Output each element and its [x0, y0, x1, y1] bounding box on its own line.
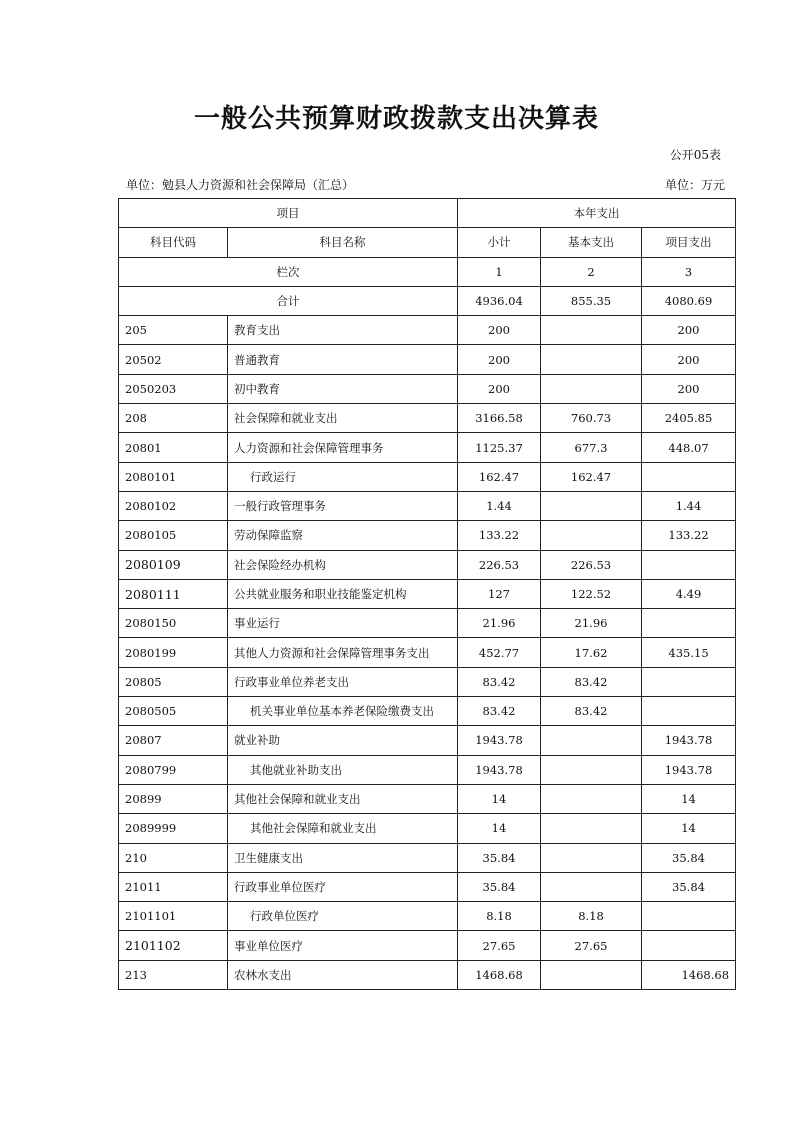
project-cell: 1.44 — [642, 491, 736, 520]
total-label: 合计 — [119, 286, 458, 315]
basic-cell — [541, 345, 642, 374]
subject-name: 行政单位医疗 — [228, 902, 458, 931]
project-cell: 448.07 — [642, 433, 736, 462]
basic-cell — [541, 755, 642, 784]
table-row — [119, 667, 736, 696]
header-basic: 基本支出 — [541, 228, 642, 257]
subject-code: 2080102 — [119, 491, 228, 520]
basic-cell — [541, 316, 642, 345]
subtotal-cell: 27.65 — [458, 931, 541, 960]
subject-name: 其他就业补助支出 — [228, 755, 458, 784]
table-row — [119, 521, 736, 550]
subject-name: 行政事业单位医疗 — [228, 872, 458, 901]
subject-code: 2080150 — [119, 609, 228, 638]
subject-code: 2089999 — [119, 814, 228, 843]
expenditure-table — [118, 198, 736, 990]
subtotal-cell: 1943.78 — [458, 726, 541, 755]
project-cell: 200 — [642, 316, 736, 345]
subject-name: 其他社会保障和就业支出 — [228, 814, 458, 843]
project-cell — [642, 462, 736, 491]
subject-code: 2080101 — [119, 462, 228, 491]
subtotal-cell: 200 — [458, 316, 541, 345]
table-row — [119, 550, 736, 579]
subject-code: 20899 — [119, 784, 228, 813]
subject-name: 社会保险经办机构 — [228, 550, 458, 579]
table-row — [119, 638, 736, 667]
subtotal-cell: 1125.37 — [458, 433, 541, 462]
subject-code: 205 — [119, 316, 228, 345]
basic-cell: 162.47 — [541, 462, 642, 491]
table-row — [119, 697, 736, 726]
table-row — [119, 755, 736, 784]
subject-code: 20502 — [119, 345, 228, 374]
header-current-year: 本年支出 — [458, 199, 736, 228]
basic-cell: 677.3 — [541, 433, 642, 462]
basic-cell — [541, 843, 642, 872]
subtotal-cell: 8.18 — [458, 902, 541, 931]
subtotal-cell: 3166.58 — [458, 404, 541, 433]
subject-code: 213 — [119, 960, 228, 989]
subject-code: 20805 — [119, 667, 228, 696]
subject-code: 20801 — [119, 433, 228, 462]
form-number: 公开05表 — [669, 148, 721, 162]
header-project-exp: 项目支出 — [642, 228, 736, 257]
basic-cell — [541, 726, 642, 755]
project-cell — [642, 931, 736, 960]
subject-code: 2080105 — [119, 521, 228, 550]
subject-code: 2050203 — [119, 374, 228, 403]
subject-code: 2080111 — [119, 579, 228, 608]
basic-cell: 760.73 — [541, 404, 642, 433]
subtotal-cell: 452.77 — [458, 638, 541, 667]
table-row — [119, 784, 736, 813]
currency-unit: 单位：万元 — [664, 178, 725, 192]
subject-name: 人力资源和社会保障管理事务 — [228, 433, 458, 462]
total-row — [119, 286, 736, 315]
project-cell: 1943.78 — [642, 755, 736, 784]
basic-cell: 27.65 — [541, 931, 642, 960]
subtotal-cell: 1943.78 — [458, 755, 541, 784]
subject-name: 普通教育 — [228, 345, 458, 374]
table-row — [119, 491, 736, 520]
subject-name: 事业单位医疗 — [228, 931, 458, 960]
subject-code: 20807 — [119, 726, 228, 755]
subject-code: 2101102 — [119, 931, 228, 960]
project-cell — [642, 902, 736, 931]
subtotal-cell: 127 — [458, 579, 541, 608]
subject-code: 2080799 — [119, 755, 228, 784]
table-row — [119, 843, 736, 872]
header-project: 项目 — [119, 199, 458, 228]
subject-name: 就业补助 — [228, 726, 458, 755]
total-subtotal: 4936.04 — [458, 286, 541, 315]
basic-cell: 83.42 — [541, 667, 642, 696]
subject-code: 208 — [119, 404, 228, 433]
project-cell — [642, 667, 736, 696]
project-cell — [642, 550, 736, 579]
project-cell: 4.49 — [642, 579, 736, 608]
subtotal-cell: 226.53 — [458, 550, 541, 579]
table-row — [119, 872, 736, 901]
project-cell: 35.84 — [642, 872, 736, 901]
project-cell — [642, 697, 736, 726]
project-cell: 133.22 — [642, 521, 736, 550]
basic-cell — [541, 374, 642, 403]
subject-name: 其他人力资源和社会保障管理事务支出 — [228, 638, 458, 667]
project-cell: 2405.85 — [642, 404, 736, 433]
subject-name: 行政运行 — [228, 462, 458, 491]
total-project: 4080.69 — [642, 286, 736, 315]
table-row — [119, 960, 736, 989]
table-row — [119, 931, 736, 960]
basic-cell: 17.62 — [541, 638, 642, 667]
header-code: 科目代码 — [119, 228, 228, 257]
subtotal-cell: 200 — [458, 374, 541, 403]
basic-cell: 226.53 — [541, 550, 642, 579]
table-row — [119, 579, 736, 608]
subtotal-cell: 1468.68 — [458, 960, 541, 989]
table-row — [119, 726, 736, 755]
column-order-label: 栏次 — [119, 257, 458, 286]
header-subtotal: 小计 — [458, 228, 541, 257]
subtotal-cell: 1.44 — [458, 491, 541, 520]
header-row-1 — [119, 199, 736, 228]
header-row-2 — [119, 228, 736, 257]
basic-cell: 8.18 — [541, 902, 642, 931]
subtotal-cell: 35.84 — [458, 872, 541, 901]
table-row — [119, 433, 736, 462]
subject-code: 2101101 — [119, 902, 228, 931]
basic-cell — [541, 784, 642, 813]
basic-cell: 83.42 — [541, 697, 642, 726]
column-order-3: 3 — [642, 257, 736, 286]
table-row — [119, 374, 736, 403]
column-order-2: 2 — [541, 257, 642, 286]
project-cell: 1943.78 — [642, 726, 736, 755]
subject-code: 2080505 — [119, 697, 228, 726]
basic-cell — [541, 521, 642, 550]
basic-cell — [541, 491, 642, 520]
header-name: 科目名称 — [228, 228, 458, 257]
subtotal-cell: 14 — [458, 814, 541, 843]
project-cell: 200 — [642, 345, 736, 374]
subject-name: 农林水支出 — [228, 960, 458, 989]
table-row — [119, 462, 736, 491]
table-row — [119, 345, 736, 374]
project-cell: 35.84 — [642, 843, 736, 872]
column-order-1: 1 — [458, 257, 541, 286]
subtotal-cell: 200 — [458, 345, 541, 374]
project-cell — [642, 609, 736, 638]
subject-name: 行政事业单位养老支出 — [228, 667, 458, 696]
table-row — [119, 609, 736, 638]
project-cell: 435.15 — [642, 638, 736, 667]
basic-cell — [541, 872, 642, 901]
basic-cell: 21.96 — [541, 609, 642, 638]
basic-cell — [541, 960, 642, 989]
project-cell: 200 — [642, 374, 736, 403]
subtotal-cell: 83.42 — [458, 667, 541, 696]
subject-code: 21011 — [119, 872, 228, 901]
subject-name: 一般行政管理事务 — [228, 491, 458, 520]
subject-name: 事业运行 — [228, 609, 458, 638]
subtotal-cell: 83.42 — [458, 697, 541, 726]
table-row — [119, 404, 736, 433]
page-title: 一般公共预算财政拨款支出决算表 — [193, 104, 599, 134]
subject-code: 210 — [119, 843, 228, 872]
subtotal-cell: 35.84 — [458, 843, 541, 872]
table-row — [119, 814, 736, 843]
subtotal-cell: 133.22 — [458, 521, 541, 550]
subject-code: 2080199 — [119, 638, 228, 667]
subject-name: 卫生健康支出 — [228, 843, 458, 872]
subtotal-cell: 14 — [458, 784, 541, 813]
subject-name: 机关事业单位基本养老保险缴费支出 — [228, 697, 458, 726]
reporting-unit: 单位：勉县人力资源和社会保障局（汇总） — [126, 178, 355, 192]
project-cell: 1468.68 — [642, 960, 736, 989]
subject-name: 教育支出 — [228, 316, 458, 345]
subject-name: 公共就业服务和职业技能鉴定机构 — [228, 579, 458, 608]
table-row — [119, 902, 736, 931]
total-basic: 855.35 — [541, 286, 642, 315]
subject-name: 劳动保障监察 — [228, 521, 458, 550]
subject-code: 2080109 — [119, 550, 228, 579]
subject-name: 其他社会保障和就业支出 — [228, 784, 458, 813]
basic-cell — [541, 814, 642, 843]
project-cell: 14 — [642, 814, 736, 843]
project-cell: 14 — [642, 784, 736, 813]
subject-name: 社会保障和就业支出 — [228, 404, 458, 433]
subtotal-cell: 21.96 — [458, 609, 541, 638]
column-order-row — [119, 257, 736, 286]
table-row — [119, 316, 736, 345]
subject-name: 初中教育 — [228, 374, 458, 403]
subtotal-cell: 162.47 — [458, 462, 541, 491]
basic-cell: 122.52 — [541, 579, 642, 608]
